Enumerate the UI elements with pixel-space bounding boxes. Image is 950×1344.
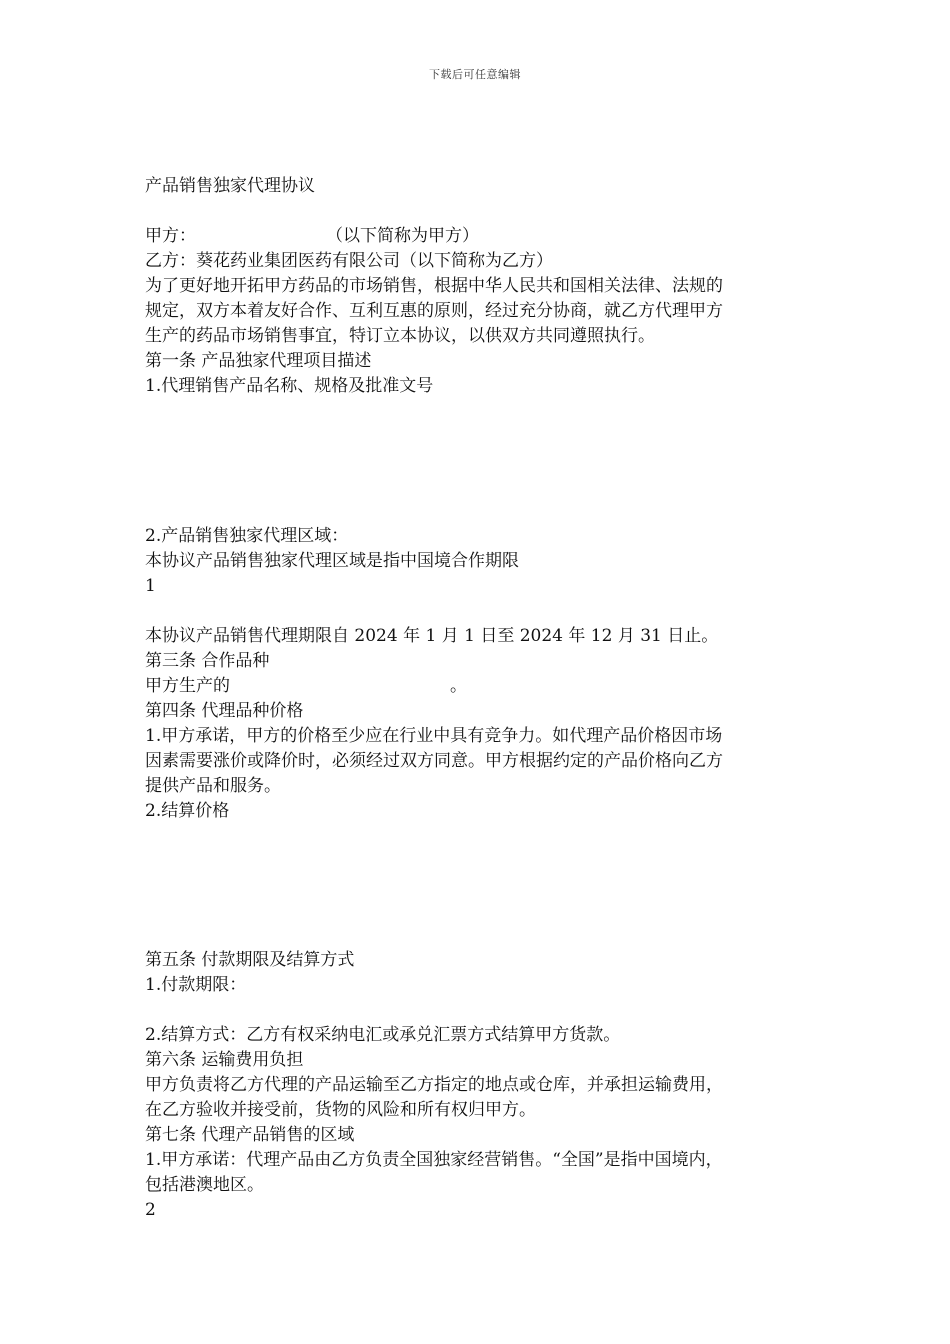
page-header: 下载后可任意编辑 [429, 68, 521, 81]
article-1-title: 第一条 产品独家代理项目描述 [145, 351, 372, 371]
article-3-title: 第三条 合作品种 [145, 651, 270, 671]
article-5-item-2: 2.结算方式：乙方有权采纳电汇或承兑汇票方式结算甲方货款。 [145, 1025, 621, 1045]
term-text: 本协议产品销售代理期限自 2024 年 1 月 1 日至 2024 年 12 月 31 日止。 [145, 626, 719, 646]
party-a-label: 甲方： [145, 226, 196, 246]
article-5-item-1: 1.付款期限： [145, 975, 247, 995]
party-a-line [145, 224, 479, 248]
intro-line-2: 规定，双方本着友好合作、互利互惠的原则，经过充分协商，就乙方代理甲方 [145, 301, 723, 321]
article-4-title: 第四条 代理品种价格 [145, 701, 304, 721]
article-7-title: 第七条 代理产品销售的区域 [145, 1125, 355, 1145]
article-4-item-1-line-3: 提供产品和服务。 [145, 776, 281, 796]
party-b-line: 乙方：葵花药业集团医药有限公司（以下简称为乙方） [145, 251, 553, 271]
article-5-title: 第五条 付款期限及结算方式 [145, 950, 355, 970]
article-3-text-end: 。 [450, 676, 467, 696]
article-6-line-1: 甲方负责将乙方代理的产品运输至乙方指定的地点或仓库，并承担运输费用， [145, 1075, 723, 1095]
page-number-1: 1 [145, 576, 156, 596]
article-4-item-1-line-2: 因素需要涨价或降价时，必须经过双方同意。甲方根据约定的产品价格向乙方 [145, 751, 723, 771]
intro-line-1: 为了更好地开拓甲方药品的市场销售，根据中华人民共和国相关法律、法规的 [145, 276, 723, 296]
article-7-item-1-line-1: 1.甲方承诺：代理产品由乙方负责全国独家经营销售。“全国”是指中国境内， [145, 1150, 723, 1170]
page-number-2: 2 [145, 1200, 156, 1220]
article-1-item-2-text: 本协议产品销售独家代理区域是指中国境合作期限 [145, 551, 519, 571]
article-1-item-1: 1.代理销售产品名称、规格及批准文号 [145, 376, 434, 396]
article-3-text [145, 674, 467, 698]
document-title: 产品销售独家代理协议 [145, 176, 315, 196]
article-4-item-1-line-1: 1.甲方承诺，甲方的价格至少应在行业中具有竞争力。如代理产品价格因市场 [145, 726, 723, 746]
article-4-item-2: 2.结算价格 [145, 801, 230, 821]
article-7-item-1-line-2: 包括港澳地区。 [145, 1175, 264, 1195]
article-3-text-start: 甲方生产的 [145, 676, 230, 696]
party-a-note: （以下简称为甲方） [326, 226, 479, 246]
intro-line-3: 生产的药品市场销售事宜，特订立本协议，以供双方共同遵照执行。 [145, 326, 655, 346]
article-6-line-2: 在乙方验收并接受前，货物的风险和所有权归甲方。 [145, 1100, 536, 1120]
article-1-item-2: 2.产品销售独家代理区域： [145, 526, 349, 546]
article-6-title: 第六条 运输费用负担 [145, 1050, 304, 1070]
